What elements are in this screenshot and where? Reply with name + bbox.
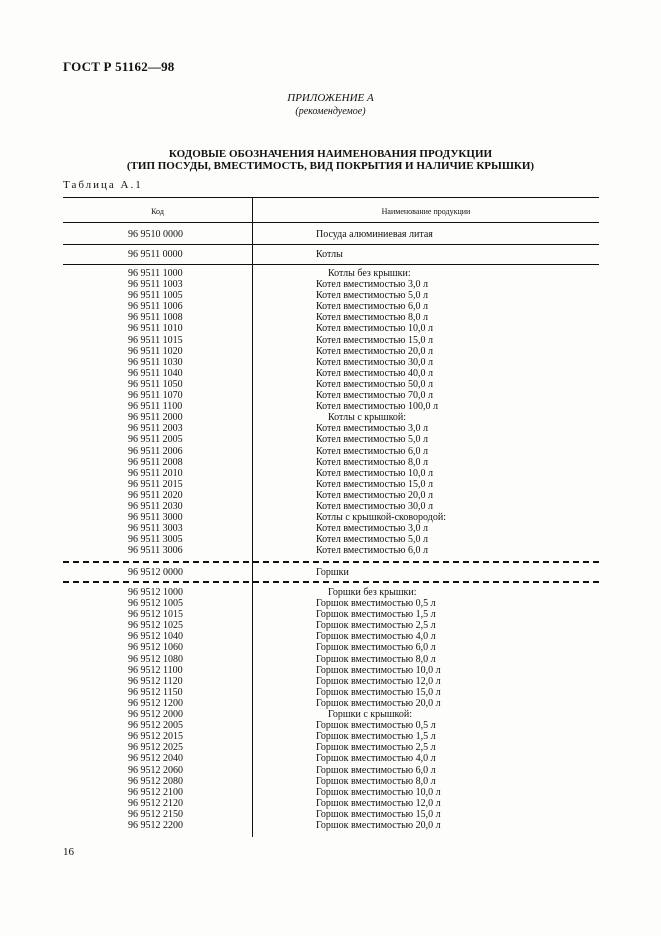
table-caption: Таблица А.1 bbox=[63, 179, 143, 191]
code-cell: 96 9512 2005 bbox=[128, 720, 183, 732]
name-cell: Котел вместимостью 5,0 л bbox=[316, 534, 428, 546]
table-top-rule bbox=[63, 197, 599, 198]
group-codes bbox=[128, 567, 183, 578]
code-cell: 96 9511 1008 bbox=[128, 312, 183, 324]
code-cell: 96 9511 3003 bbox=[128, 523, 183, 535]
name-cell: Котел вместимостью 100,0 л bbox=[316, 401, 438, 413]
name-cell: Котел вместимостью 50,0 л bbox=[316, 378, 433, 390]
code-cell: 96 9511 1020 bbox=[128, 345, 183, 357]
name-cell: Горшок вместимостью 6,0 л bbox=[316, 764, 436, 776]
code-cell: 96 9512 2150 bbox=[128, 808, 183, 820]
name-cell: Котел вместимостью 6,0 л bbox=[316, 301, 428, 313]
table-heading bbox=[0, 148, 661, 172]
group-codes bbox=[128, 249, 183, 260]
subheading-cell: Котлы без крышки: bbox=[328, 268, 411, 279]
name-cell: Котел вместимостью 6,0 л bbox=[316, 445, 428, 457]
heading-line-1: КОДОВЫЕ ОБОЗНАЧЕНИЯ НАИМЕНОВАНИЯ ПРОДУКЦИИ bbox=[168, 148, 493, 160]
code-cell: 96 9512 1060 bbox=[128, 642, 183, 654]
code-cell: 96 9512 1040 bbox=[128, 631, 183, 643]
code-cell: 96 9512 2100 bbox=[128, 786, 183, 798]
group-names bbox=[316, 268, 446, 556]
code-cell: 96 9512 1200 bbox=[128, 697, 183, 709]
code-cell: 96 9511 1100 bbox=[128, 401, 183, 413]
code-cell: 96 9511 3000 bbox=[128, 512, 183, 524]
table-header-rule bbox=[63, 222, 599, 223]
name-cell: Котел вместимостью 20,0 л bbox=[316, 345, 433, 357]
name-cell: Горшок вместимостью 2,5 л bbox=[316, 742, 436, 754]
code-cell: 96 9512 1005 bbox=[128, 598, 183, 610]
code-cell: 96 9512 1150 bbox=[128, 686, 183, 698]
name-cell: Горшок вместимостью 0,5 л bbox=[316, 720, 436, 732]
name-cell: Горшок вместимостью 15,0 л bbox=[316, 686, 441, 698]
subheading-cell: Горшки с крышкой: bbox=[328, 709, 413, 721]
dashed-row-rule bbox=[63, 581, 599, 583]
name-cell: Котел вместимостью 10,0 л bbox=[316, 323, 433, 335]
subheading-cell: Горшки без крышки: bbox=[328, 587, 417, 598]
name-cell: Котел вместимостью 70,0 л bbox=[316, 390, 433, 402]
column-divider bbox=[252, 197, 253, 837]
name-cell: Котел вместимостью 6,0 л bbox=[316, 545, 428, 557]
subheading-cell: Котлы с крышкой: bbox=[328, 412, 407, 424]
code-cell: 96 9511 2003 bbox=[128, 423, 183, 435]
group-names bbox=[316, 249, 343, 260]
row-rule bbox=[63, 244, 599, 245]
code-cell: 96 9512 2025 bbox=[128, 742, 183, 754]
code-cell: 96 9511 1040 bbox=[128, 367, 183, 379]
code-cell: 96 9511 1005 bbox=[128, 290, 183, 302]
name-cell: Котел вместимостью 5,0 л bbox=[316, 434, 428, 446]
code-cell: 96 9511 2030 bbox=[128, 500, 183, 512]
name-cell: Горшок вместимостью 15,0 л bbox=[316, 808, 441, 820]
name-cell: Горшок вместимостью 12,0 л bbox=[316, 797, 441, 809]
code-cell: 96 9511 0000 bbox=[128, 249, 183, 260]
name-cell: Котел вместимостью 3,0 л bbox=[316, 423, 428, 435]
name-cell: Котел вместимостью 8,0 л bbox=[316, 456, 428, 468]
group-codes bbox=[128, 268, 183, 556]
page-number: 16 bbox=[63, 846, 74, 858]
name-cell: Горшок вместимостью 12,0 л bbox=[316, 675, 441, 687]
name-cell: Горшок вместимостью 6,0 л bbox=[316, 642, 436, 654]
appendix-title: ПРИЛОЖЕНИЕ А bbox=[287, 92, 374, 104]
code-cell: 96 9511 1006 bbox=[128, 301, 183, 313]
code-cell: 96 9512 1120 bbox=[128, 675, 183, 687]
code-cell: 96 9512 0000 bbox=[128, 567, 183, 578]
code-cell: 96 9512 1000 bbox=[128, 587, 183, 598]
name-cell: Горшок вместимостью 8,0 л bbox=[316, 775, 436, 787]
name-cell: Котел вместимостью 5,0 л bbox=[316, 290, 428, 302]
code-cell: 96 9512 1100 bbox=[128, 664, 183, 676]
name-cell: Горшок вместимостью 2,5 л bbox=[316, 620, 436, 632]
name-cell: Котел вместимостью 20,0 л bbox=[316, 489, 433, 501]
name-cell: Горшок вместимостью 20,0 л bbox=[316, 819, 441, 831]
code-cell: 96 9511 2006 bbox=[128, 445, 183, 457]
name-cell: Горшок вместимостью 8,0 л bbox=[316, 653, 436, 665]
name-cell: Котел вместимостью 15,0 л bbox=[316, 334, 433, 346]
code-cell: 96 9511 1003 bbox=[128, 279, 183, 291]
code-cell: 96 9511 2005 bbox=[128, 434, 183, 446]
code-cell: 96 9512 2200 bbox=[128, 819, 183, 831]
code-cell: 96 9511 3006 bbox=[128, 545, 183, 557]
name-cell: Горшок вместимостью 4,0 л bbox=[316, 753, 436, 765]
name-cell: Котлы bbox=[316, 249, 343, 260]
name-cell: Горшки bbox=[316, 567, 349, 578]
group-names bbox=[316, 587, 441, 831]
name-cell: Котлы с крышкой-сковородой: bbox=[316, 512, 446, 524]
row-rule bbox=[63, 264, 599, 265]
code-cell: 96 9512 1025 bbox=[128, 620, 183, 632]
name-cell: Посуда алюминиевая литая bbox=[316, 229, 433, 240]
code-cell: 96 9512 2060 bbox=[128, 764, 183, 776]
code-cell: 96 9512 2080 bbox=[128, 775, 183, 787]
group-names bbox=[316, 229, 433, 240]
name-cell: Котел вместимостью 3,0 л bbox=[316, 279, 428, 291]
name-cell: Котел вместимостью 10,0 л bbox=[316, 467, 433, 479]
code-cell: 96 9511 2000 bbox=[128, 412, 183, 424]
group-codes bbox=[128, 229, 183, 240]
code-cell: 96 9511 2010 bbox=[128, 467, 183, 479]
column-header-name: Наименование продукции bbox=[381, 207, 471, 216]
code-cell: 96 9511 1000 bbox=[128, 268, 183, 279]
column-header-code: Код bbox=[151, 207, 164, 216]
code-cell: 96 9512 2120 bbox=[128, 797, 183, 809]
name-cell: Горшок вместимостью 1,5 л bbox=[316, 609, 436, 621]
code-cell: 96 9511 1010 bbox=[128, 323, 183, 335]
code-cell: 96 9511 2020 bbox=[128, 489, 183, 501]
heading-line-2: (ТИП ПОСУДЫ, ВМЕСТИМОСТЬ, ВИД ПОКРЫТИЯ И НАЛИЧИЕ КРЫШКИ) bbox=[126, 160, 535, 172]
code-cell: 96 9512 1080 bbox=[128, 653, 183, 665]
name-cell: Котел вместимостью 30,0 л bbox=[316, 500, 433, 512]
name-cell: Котел вместимостью 40,0 л bbox=[316, 367, 433, 379]
name-cell: Котел вместимостью 3,0 л bbox=[316, 523, 428, 535]
group-names bbox=[316, 567, 349, 578]
code-cell: 96 9511 3005 bbox=[128, 534, 183, 546]
code-cell: 96 9511 2008 bbox=[128, 456, 183, 468]
name-cell: Котел вместимостью 30,0 л bbox=[316, 356, 433, 368]
code-cell: 96 9512 1015 bbox=[128, 609, 183, 621]
code-cell: 96 9511 1070 bbox=[128, 390, 183, 402]
code-cell: 96 9511 1015 bbox=[128, 334, 183, 346]
code-cell: 96 9511 2015 bbox=[128, 478, 183, 490]
appendix-status: (рекомендуемое) bbox=[295, 106, 366, 117]
code-cell: 96 9512 2000 bbox=[128, 709, 183, 721]
name-cell: Горшок вместимостью 0,5 л bbox=[316, 598, 436, 610]
name-cell: Горшок вместимостью 1,5 л bbox=[316, 731, 436, 743]
code-cell: 96 9511 1050 bbox=[128, 378, 183, 390]
name-cell: Горшок вместимостью 20,0 л bbox=[316, 697, 441, 709]
group-codes bbox=[128, 587, 183, 831]
code-cell: 96 9511 1030 bbox=[128, 356, 183, 368]
name-cell: Котел вместимостью 8,0 л bbox=[316, 312, 428, 324]
name-cell: Горшок вместимостью 10,0 л bbox=[316, 786, 441, 798]
name-cell: Горшок вместимостью 10,0 л bbox=[316, 664, 441, 676]
appendix-header bbox=[0, 92, 661, 118]
code-cell: 96 9512 2040 bbox=[128, 753, 183, 765]
code-cell: 96 9512 2015 bbox=[128, 731, 183, 743]
dashed-row-rule bbox=[63, 561, 599, 563]
name-cell: Горшок вместимостью 4,0 л bbox=[316, 631, 436, 643]
name-cell: Котел вместимостью 15,0 л bbox=[316, 478, 433, 490]
document-code: ГОСТ Р 51162—98 bbox=[63, 59, 175, 74]
code-cell: 96 9510 0000 bbox=[128, 229, 183, 240]
